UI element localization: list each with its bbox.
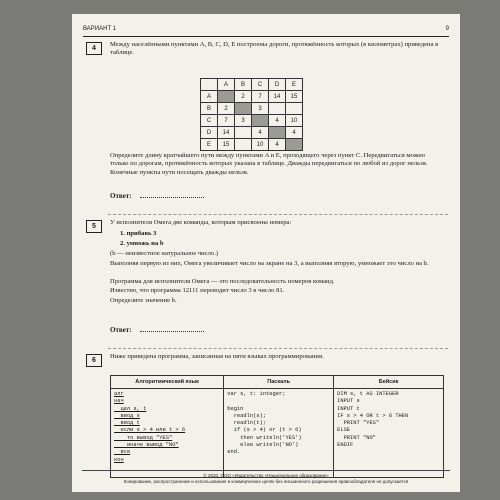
table-cell: 4 (269, 139, 286, 151)
row-header: B (201, 103, 218, 115)
table-cell: 15 (286, 91, 303, 103)
table-cell (235, 127, 252, 139)
pascal-code: var s, t: integer; begin readln(s); readln(t); if (s > 4) or (t > 6) then writeln('YES') else writeln('NO') end. (224, 389, 334, 478)
col-header-algo: Алгоритмический язык (111, 376, 224, 389)
col-header-pascal: Паскаль (224, 376, 334, 389)
table-cell (235, 139, 252, 151)
table-cell: 7 (252, 91, 269, 103)
table-cell: 3 (235, 115, 252, 127)
footer-copyright: © 2020. ООО «Издательство «Национальное образование» (203, 473, 329, 478)
program-table (110, 375, 444, 478)
table-cell: 10 (252, 139, 269, 151)
col-header: D (269, 79, 286, 91)
table-cell (235, 103, 252, 115)
table-cell (269, 127, 286, 139)
table-cell (252, 115, 269, 127)
algo-code: алг нач цел s, t ввод s ввод t если s > 4 или t > 6 то вывод "YES" иначе вывод "NO" все кон (111, 389, 224, 478)
table-cell (269, 103, 286, 115)
table-cell (286, 139, 303, 151)
table-cell: 10 (286, 115, 303, 127)
table-cell: 7 (218, 115, 235, 127)
table-corner (201, 79, 218, 91)
task-5-intro: У исполнителя Омега две команды, которым присвоены номера: (110, 219, 292, 226)
answer-label: Ответ: (110, 192, 132, 200)
task-5-body3: Известно, что программа 12111 переводит число 3 в число 81. (110, 287, 285, 294)
table-cell: 3 (252, 103, 269, 115)
separator (108, 214, 448, 215)
task-5-answer (110, 326, 204, 334)
task-4-question: Определите длину кратчайшего пути между пунктами A и E, проходящего через пункт C. Передвигаться можно только по дорогам, протяжённость которых указана в таблице. Дважды передвигаться по любой из дорог нельзя. Конечные пункты пути посещать дважды нельзя. (110, 152, 428, 176)
col-header: A (218, 79, 235, 91)
table-cell: 14 (218, 127, 235, 139)
table-cell (286, 103, 303, 115)
task-5-question: Определите значение b. (110, 297, 177, 304)
table-cell: 4 (269, 115, 286, 127)
table-cell: 14 (269, 91, 286, 103)
row-header: D (201, 127, 218, 139)
task-6-intro: Ниже приведена программа, записанная на пяти языках программирования. (110, 353, 324, 360)
footer (82, 470, 450, 485)
table-cell: 4 (252, 127, 269, 139)
table-cell (218, 91, 235, 103)
col-header-basic: Бейсик (334, 376, 444, 389)
col-header: E (286, 79, 303, 91)
page-number: 9 (445, 26, 449, 32)
task-5-number: 5 (86, 220, 102, 233)
task-4-intro: Между населёнными пунктами A, B, C, D, E построены дороги, протяжённость которых (в километрах) приведена в таблице. (110, 41, 439, 57)
table-cell: 2 (235, 91, 252, 103)
col-header: B (235, 79, 252, 91)
task-6-number: 6 (86, 354, 102, 367)
table-cell: 2 (218, 103, 235, 115)
page-header (83, 23, 449, 37)
row-header: A (201, 91, 218, 103)
table-cell: 4 (286, 127, 303, 139)
row-header: E (201, 139, 218, 151)
task-4-answer (110, 192, 204, 200)
task-5-cmd1: 1. прибавь 3 (120, 230, 157, 237)
basic-code: DIM s, t AS INTEGER INPUT s INPUT t IF s > 4 OR t > 6 THEN PRINT "YES" ELSE PRINT "NO" ENDIF (334, 389, 444, 478)
task-5-body2: Программа для исполнителя Омега — это последовательность номеров команд. (110, 278, 335, 285)
answer-field[interactable] (140, 197, 204, 198)
answer-label: Ответ: (110, 326, 132, 334)
row-header: C (201, 115, 218, 127)
table-cell: 15 (218, 139, 235, 151)
col-header: C (252, 79, 269, 91)
distance-table (200, 78, 303, 151)
task-4-number: 4 (86, 42, 102, 55)
footer-notice: Копирование, распространение и использование в коммерческих целях без письменного разрешения правообладателя не допускается (123, 479, 409, 484)
separator (108, 348, 448, 349)
answer-field[interactable] (140, 331, 204, 332)
task-5-body: Выполняя первую из них, Омега увеличивает число на экране на 3, а выполняя вторую, умножает это число на b. (110, 260, 429, 267)
task-5-note: (b — неизвестное натуральное число.) (110, 250, 219, 257)
variant-label: ВАРИАНТ 1 (83, 26, 117, 32)
exam-page (72, 14, 460, 492)
task-5-cmd2: 2. умножь на b (120, 240, 164, 247)
